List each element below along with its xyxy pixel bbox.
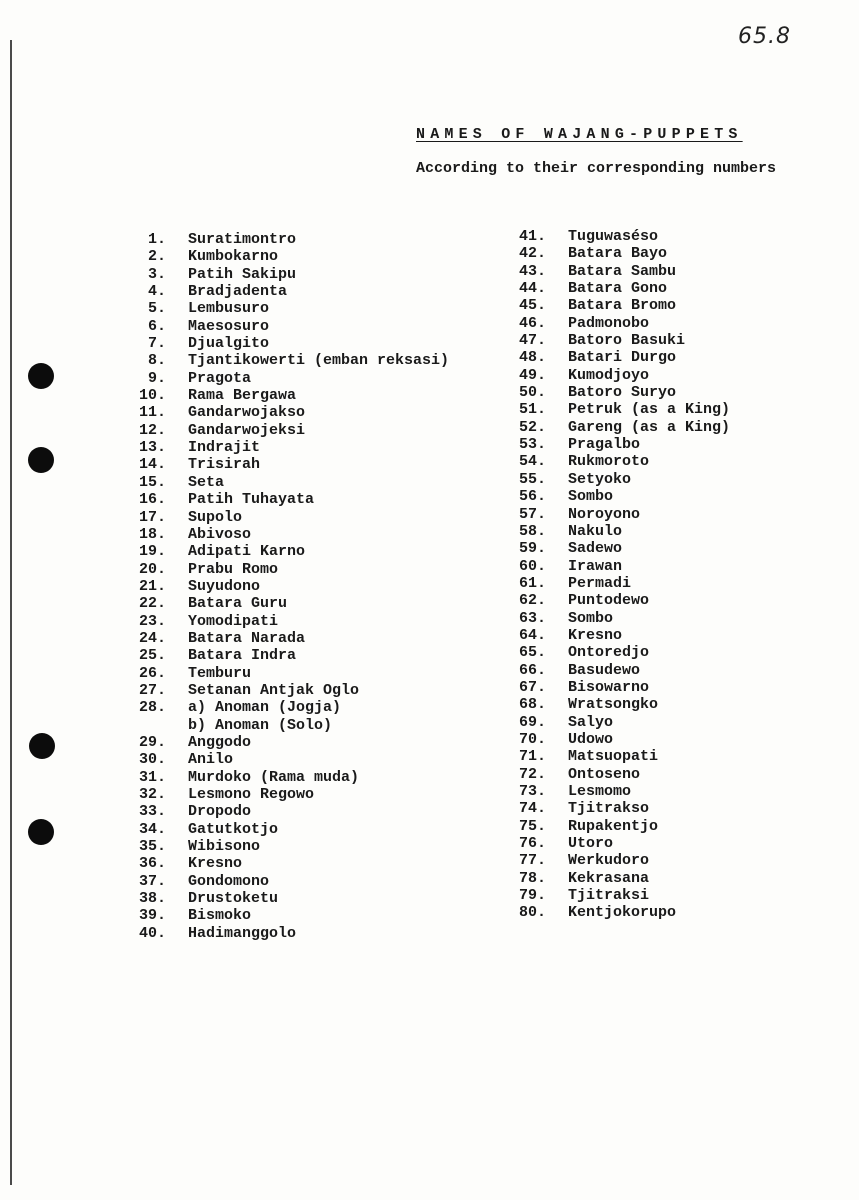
list-item xyxy=(126,907,449,924)
item-number: 22. xyxy=(138,595,166,613)
list-item xyxy=(126,665,449,682)
puppet-name: Gondomono xyxy=(188,872,270,890)
item-number: 57. xyxy=(518,505,546,523)
list-item xyxy=(506,835,730,852)
list-item xyxy=(506,488,730,505)
list-item xyxy=(126,682,449,699)
list-item xyxy=(506,662,730,679)
puppet-name: Tuguwaséso xyxy=(568,228,659,245)
puppet-name: Noroyono xyxy=(568,505,641,523)
list-item xyxy=(506,419,730,436)
puppet-name: Batara Bayo xyxy=(568,245,668,263)
item-number: 12. xyxy=(138,421,166,439)
puppet-list-left xyxy=(126,231,449,942)
item-number: 71. xyxy=(518,748,546,766)
list-item xyxy=(506,627,730,644)
puppet-name: Sombo xyxy=(568,488,614,506)
puppet-name: Anggodo xyxy=(188,733,252,751)
item-number: 24. xyxy=(138,629,166,647)
list-item xyxy=(126,491,449,508)
item-number: 41. xyxy=(518,228,546,245)
puppet-name: Seta xyxy=(188,473,225,491)
list-item xyxy=(506,315,730,332)
list-item xyxy=(506,870,730,887)
item-number: 53. xyxy=(518,436,546,454)
list-item xyxy=(126,248,449,265)
list-item xyxy=(126,786,449,803)
item-number: 56. xyxy=(518,488,546,506)
item-number: 45. xyxy=(518,297,546,315)
puppet-name: Batoro Basuki xyxy=(568,332,686,350)
list-item xyxy=(506,575,730,592)
item-number: 18. xyxy=(138,525,166,543)
item-number: 66. xyxy=(518,661,546,679)
item-number: 25. xyxy=(138,647,166,665)
puppet-name: Pragota xyxy=(188,369,252,387)
list-item xyxy=(126,439,449,456)
puppet-name: Temburu xyxy=(188,664,252,682)
item-number: 10. xyxy=(138,387,166,405)
puppet-name: Wibisono xyxy=(188,838,261,856)
item-number: 9. xyxy=(147,369,166,387)
list-item xyxy=(126,509,449,526)
document-title: NAMES OF WAJANG-PUPPETS xyxy=(416,126,743,143)
item-number: 6. xyxy=(147,317,166,335)
puppet-name: Lesmomo xyxy=(568,783,632,800)
item-number: 46. xyxy=(518,314,546,332)
list-item xyxy=(126,266,449,283)
item-number: 68. xyxy=(518,696,546,714)
puppet-name: Tjantikowerti (emban reksasi) xyxy=(188,352,450,370)
item-number: 70. xyxy=(518,730,546,748)
punch-hole xyxy=(28,363,54,389)
item-number: 78. xyxy=(518,869,546,887)
list-item xyxy=(126,335,449,352)
item-number: 49. xyxy=(518,366,546,384)
puppet-name: Drustoketu xyxy=(188,890,279,908)
item-number: 67. xyxy=(518,678,546,696)
list-item xyxy=(126,578,449,595)
item-number: 62. xyxy=(518,592,546,610)
list-item xyxy=(126,890,449,907)
puppet-name: Wratsongko xyxy=(568,696,659,714)
list-item xyxy=(126,873,449,890)
puppet-name: Gareng (as a King) xyxy=(568,418,731,436)
list-item xyxy=(126,387,449,404)
list-item xyxy=(506,852,730,869)
list-item xyxy=(126,855,449,872)
puppet-name: Kresno xyxy=(568,626,623,644)
list-item xyxy=(126,404,449,421)
punch-hole xyxy=(29,733,55,759)
list-item xyxy=(506,748,730,765)
puppet-name: Suyudono xyxy=(188,577,261,595)
list-item xyxy=(506,349,730,366)
puppet-name: Batara Indra xyxy=(188,647,297,665)
puppet-name: Batara Bromo xyxy=(568,297,677,315)
item-number: 54. xyxy=(518,453,546,471)
list-item xyxy=(506,818,730,835)
item-number: 75. xyxy=(518,817,546,835)
item-number: 50. xyxy=(518,384,546,402)
item-number: 13. xyxy=(138,439,166,457)
item-number: 77. xyxy=(518,852,546,870)
puppet-name: Yomodipati xyxy=(188,612,279,630)
puppet-name: Lesmono Regowo xyxy=(188,786,315,803)
item-number: 36. xyxy=(138,855,166,873)
puppet-name: Maesosuro xyxy=(188,317,270,335)
item-number: 14. xyxy=(138,456,166,474)
item-number: 55. xyxy=(518,470,546,488)
puppet-name: Murdoko (Rama muda) xyxy=(188,768,360,786)
puppet-name: Supolo xyxy=(188,508,243,526)
item-number: 39. xyxy=(138,907,166,925)
list-item xyxy=(126,925,449,942)
list-item xyxy=(506,436,730,453)
puppet-name: Sombo xyxy=(568,609,614,627)
list-item xyxy=(506,610,730,627)
list-item xyxy=(126,474,449,491)
list-item xyxy=(506,401,730,418)
item-number: 73. xyxy=(518,783,546,800)
list-item xyxy=(126,352,449,369)
puppet-name: Abivoso xyxy=(188,525,252,543)
puppet-name: Indrajit xyxy=(188,439,261,457)
item-number: 64. xyxy=(518,626,546,644)
item-number: 65. xyxy=(518,644,546,662)
item-number: 32. xyxy=(138,786,166,803)
item-number: 52. xyxy=(518,418,546,436)
item-number: 35. xyxy=(138,838,166,856)
item-number: 15. xyxy=(138,473,166,491)
item-number: 61. xyxy=(518,574,546,592)
puppet-name: Setanan Antjak Oglo xyxy=(188,681,360,699)
item-number: 42. xyxy=(518,245,546,263)
puppet-name: Tjitraksi xyxy=(568,887,650,905)
puppet-name: Prabu Romo xyxy=(188,560,279,578)
item-number: 63. xyxy=(518,609,546,627)
list-item xyxy=(126,821,449,838)
list-item xyxy=(126,526,449,543)
list-item xyxy=(506,332,730,349)
puppet-name: Petruk (as a King) xyxy=(568,401,731,419)
item-number: 69. xyxy=(518,713,546,731)
list-item xyxy=(506,540,730,557)
list-item xyxy=(506,887,730,904)
list-item xyxy=(126,561,449,578)
puppet-name: Puntodewo xyxy=(568,592,650,610)
list-item xyxy=(126,734,449,751)
puppet-name: Kresno xyxy=(188,855,243,873)
puppet-name: Kumbokarno xyxy=(188,248,279,266)
list-item xyxy=(506,783,730,800)
puppet-name: Batoro Suryo xyxy=(568,384,677,402)
list-item xyxy=(506,506,730,523)
puppet-name: Gandarwojeksi xyxy=(188,421,306,439)
puppet-name: Matsuopati xyxy=(568,748,659,766)
puppet-name: Ontoseno xyxy=(568,765,641,783)
puppet-name: Kumodjoyo xyxy=(568,366,650,384)
puppet-name: Rama Bergawa xyxy=(188,387,297,405)
item-number: 58. xyxy=(518,522,546,540)
list-item xyxy=(126,456,449,473)
puppet-name: Werkudoro xyxy=(568,852,650,870)
puppet-name: Gatutkotjo xyxy=(188,820,279,838)
item-number: 4. xyxy=(147,283,166,301)
list-item xyxy=(126,543,449,560)
puppet-name: Salyo xyxy=(568,713,614,731)
list-item xyxy=(506,592,730,609)
puppet-name: Bisowarno xyxy=(568,678,650,696)
list-item xyxy=(506,384,730,401)
list-item xyxy=(506,471,730,488)
puppet-name: Utoro xyxy=(568,835,614,853)
list-item xyxy=(506,558,730,575)
item-number: 26. xyxy=(138,664,166,682)
puppet-name: b) Anoman (Solo) xyxy=(188,716,333,734)
puppet-name: Gandarwojakso xyxy=(188,404,306,422)
item-number: 76. xyxy=(518,835,546,853)
puppet-name: Rupakentjo xyxy=(568,817,659,835)
item-number: 27. xyxy=(138,681,166,699)
list-item xyxy=(126,769,449,786)
item-number: 5. xyxy=(147,300,166,318)
item-number: 79. xyxy=(518,887,546,905)
list-item xyxy=(506,696,730,713)
puppet-name: Suratimontro xyxy=(188,231,297,248)
item-number: 59. xyxy=(518,540,546,558)
list-item xyxy=(126,803,449,820)
item-number: 74. xyxy=(518,800,546,818)
list-item xyxy=(126,422,449,439)
item-number: 29. xyxy=(138,733,166,751)
item-number: 48. xyxy=(518,349,546,367)
item-number: 51. xyxy=(518,401,546,419)
puppet-name: Hadimanggolo xyxy=(188,924,297,942)
puppet-name: Pragalbo xyxy=(568,436,641,454)
item-number: 40. xyxy=(138,924,166,942)
puppet-name: Batara Narada xyxy=(188,629,306,647)
item-number: 37. xyxy=(138,872,166,890)
page-number: 65.8 xyxy=(738,24,791,49)
item-number: 38. xyxy=(138,890,166,908)
puppet-name: Tjitrakso xyxy=(568,800,650,818)
document-subtitle: According to their corresponding numbers xyxy=(416,160,777,177)
item-number: 20. xyxy=(138,560,166,578)
puppet-name: Udowo xyxy=(568,730,614,748)
list-item xyxy=(506,766,730,783)
item-number: 2. xyxy=(147,248,166,266)
item-number: 19. xyxy=(138,543,166,561)
puppet-name: Basudewo xyxy=(568,661,641,679)
item-number: 80. xyxy=(518,904,546,922)
puppet-name: Djualgito xyxy=(188,335,270,353)
item-number: 60. xyxy=(518,557,546,575)
list-item xyxy=(126,838,449,855)
puppet-name: Kentjokorupo xyxy=(568,904,677,922)
puppet-name: Rukmoroto xyxy=(568,453,650,471)
puppet-name: a) Anoman (Jogja) xyxy=(188,699,342,717)
list-item xyxy=(126,300,449,317)
puppet-name: Setyoko xyxy=(568,470,632,488)
list-item xyxy=(126,630,449,647)
list-item xyxy=(506,228,730,245)
puppet-name: Permadi xyxy=(568,574,632,592)
item-number: 44. xyxy=(518,280,546,298)
puppet-name: Batara Gono xyxy=(568,280,668,298)
puppet-name: Batari Durgo xyxy=(568,349,677,367)
puppet-name: Bismoko xyxy=(188,907,252,925)
list-item xyxy=(506,904,730,921)
list-item xyxy=(506,263,730,280)
list-item xyxy=(506,523,730,540)
list-item xyxy=(126,370,449,387)
puppet-name: Adipati Karno xyxy=(188,543,306,561)
puppet-name: Dropodo xyxy=(188,803,252,821)
list-item xyxy=(126,647,449,664)
item-number: 31. xyxy=(138,768,166,786)
punch-hole xyxy=(28,447,54,473)
list-item xyxy=(506,297,730,314)
list-item xyxy=(506,800,730,817)
list-item xyxy=(506,367,730,384)
item-number: 30. xyxy=(138,751,166,769)
puppet-name: Bradjadenta xyxy=(188,283,288,301)
item-number: 21. xyxy=(138,577,166,595)
item-number xyxy=(126,717,166,734)
item-number: 43. xyxy=(518,262,546,280)
puppet-name: Kekrasana xyxy=(568,869,650,887)
list-item xyxy=(126,231,449,248)
item-number: 7. xyxy=(147,335,166,353)
item-number: 28. xyxy=(138,699,166,717)
item-number: 8. xyxy=(147,352,166,370)
item-number: 17. xyxy=(138,508,166,526)
item-number: 3. xyxy=(147,265,166,283)
item-number: 72. xyxy=(518,765,546,783)
puppet-name: Batara Guru xyxy=(188,595,288,613)
item-number: 47. xyxy=(518,332,546,350)
puppet-name: Trisirah xyxy=(188,456,261,474)
list-item xyxy=(506,644,730,661)
list-item xyxy=(506,245,730,262)
puppet-name: Padmonobo xyxy=(568,314,650,332)
list-item xyxy=(506,731,730,748)
puppet-name: Sadewo xyxy=(568,540,623,558)
puppet-name: Nakulo xyxy=(568,522,623,540)
list-item xyxy=(126,283,449,300)
item-number: 16. xyxy=(138,491,166,509)
list-item xyxy=(506,679,730,696)
list-item xyxy=(126,318,449,335)
puppet-list-right xyxy=(506,228,730,922)
list-item xyxy=(126,613,449,630)
list-item xyxy=(126,595,449,612)
puppet-name: Patih Sakipu xyxy=(188,265,297,283)
item-number: 34. xyxy=(138,820,166,838)
list-item xyxy=(506,714,730,731)
list-item xyxy=(506,453,730,470)
item-number: 1. xyxy=(147,231,166,248)
puppet-name: Lembusuro xyxy=(188,300,270,318)
puppet-name: Ontoredjo xyxy=(568,644,650,662)
puppet-name: Irawan xyxy=(568,557,623,575)
list-item xyxy=(506,280,730,297)
list-item xyxy=(126,751,449,768)
puppet-name: Patih Tuhayata xyxy=(188,491,315,509)
item-number: 23. xyxy=(138,612,166,630)
list-item xyxy=(126,717,449,734)
puppet-name: Anilo xyxy=(188,751,234,769)
item-number: 11. xyxy=(138,404,166,422)
punch-hole xyxy=(28,819,54,845)
item-number: 33. xyxy=(138,803,166,821)
list-item xyxy=(126,699,449,716)
page-edge-line xyxy=(10,40,12,1185)
puppet-name: Batara Sambu xyxy=(568,262,677,280)
